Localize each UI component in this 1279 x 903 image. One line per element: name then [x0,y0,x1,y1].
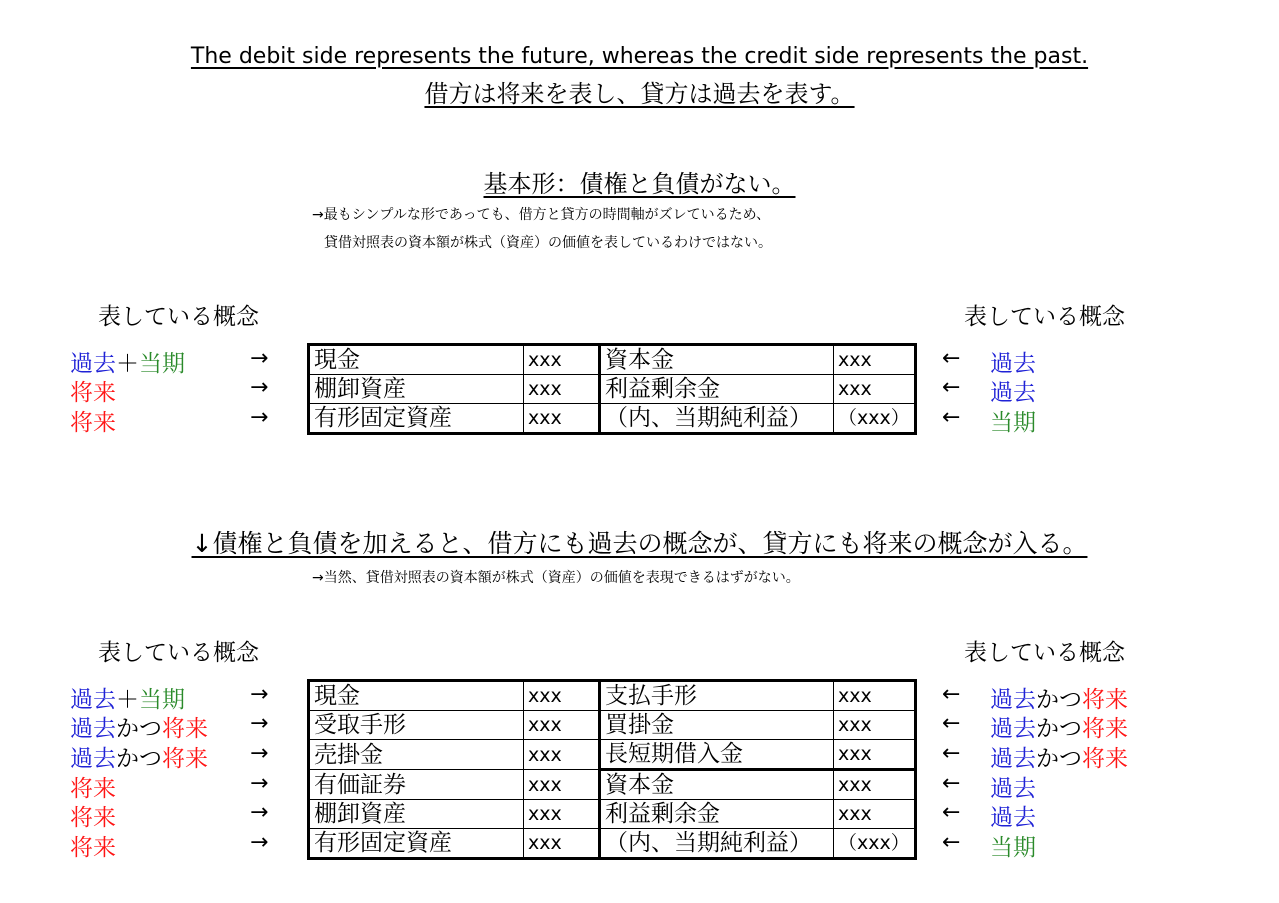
credit-item: 利益剰余金 [600,375,834,404]
s2-arrow-left-3: ← [942,741,961,766]
s1-arrow-right-2: → [250,375,269,400]
credit-item: 利益剰余金 [600,800,834,829]
debit-item: 有価証券 [309,770,524,800]
section2-heading: ↓債権と負債を加えると、借方にも過去の概念が、貸方にも将来の概念が入る。 [191,529,1088,558]
s2-arrow-right-4: → [250,771,269,796]
credit-item: 支払手形 [600,681,834,711]
s2-left-concept-3: 過去かつ将来 [70,746,208,772]
table-row [309,800,916,829]
credit-amount: xxx [834,711,916,740]
section1-balance-sheet [307,343,917,435]
s1-right-concept-1: 過去 [990,351,1036,377]
table-row [309,681,916,711]
credit-amount: xxx [834,740,916,770]
s2-arrow-left-4: ← [942,771,961,796]
debit-amount: xxx [524,829,600,859]
debit-item: 売掛金 [309,740,524,770]
debit-amount: xxx [524,345,600,375]
section1-note-2: 貸借対照表の資本額が株式（資産）の価値を表しているわけではない。 [324,235,772,251]
debit-amount: xxx [524,770,600,800]
s2-right-concept-4: 過去 [990,776,1036,802]
debit-item: 現金 [309,681,524,711]
section1-note-1: →最もシンプルな形であっても、借方と貸方の時間軸がズレているため、 [312,207,771,223]
credit-item: 買掛金 [600,711,834,740]
s2-arrow-right-5: → [250,800,269,825]
s2-left-concept-5: 将来 [70,805,116,831]
s1-left-concept-1: 過去＋当期 [70,351,185,377]
s1-right-concept-3: 当期 [990,410,1036,436]
s2-right-concept-5: 過去 [990,805,1036,831]
s2-left-concept-4: 将来 [70,776,116,802]
s2-arrow-left-5: ← [942,800,961,825]
table-row [309,740,916,770]
credit-item: 資本金 [600,345,834,375]
debit-item: 有形固定資産 [309,404,524,434]
section1-heading: 基本形：債権と負債がない。 [483,170,796,198]
s2-left-concept-2: 過去かつ将来 [70,716,208,742]
table-row [309,345,916,375]
s1-arrow-right-1: → [250,346,269,371]
credit-amount: xxx [834,375,916,404]
credit-item: （内、当期純利益） [600,829,834,859]
debit-amount: xxx [524,404,600,434]
section2-note-1: →当然、貸借対照表の資本額が株式（資産）の価値を表現できるはずがない。 [312,570,800,586]
credit-amount: （xxx） [834,829,916,859]
credit-amount: xxx [834,345,916,375]
debit-item: 棚卸資産 [309,800,524,829]
s2-arrow-right-1: → [250,682,269,707]
credit-amount: （xxx） [834,404,916,434]
debit-amount: xxx [524,681,600,711]
credit-amount: xxx [834,800,916,829]
section1-left-label: 表している概念 [98,304,259,330]
debit-amount: xxx [524,800,600,829]
s2-left-concept-1: 過去＋当期 [70,687,185,713]
table-row [309,770,916,800]
s2-arrow-left-1: ← [942,682,961,707]
s2-arrow-left-6: ← [942,830,961,855]
section2-left-label: 表している概念 [98,640,259,666]
table-row [309,375,916,404]
table-row [309,829,916,859]
debit-amount: xxx [524,711,600,740]
s2-right-concept-1: 過去かつ将来 [990,687,1128,713]
table-row [309,711,916,740]
s2-arrow-right-6: → [250,830,269,855]
s1-right-concept-2: 過去 [990,380,1036,406]
s2-left-concept-6: 将来 [70,835,116,861]
section2-balance-sheet [307,679,917,860]
s1-left-concept-2: 将来 [70,380,116,406]
s1-arrow-left-3: ← [942,405,961,430]
credit-amount: xxx [834,770,916,800]
title-japanese: 借方は将来を表し、貸方は過去を表す。 [424,80,855,108]
debit-item: 棚卸資産 [309,375,524,404]
credit-item: 資本金 [600,770,834,800]
debit-amount: xxx [524,375,600,404]
credit-item: （内、当期純利益） [600,404,834,434]
s2-arrow-right-2: → [250,711,269,736]
debit-item: 受取手形 [309,711,524,740]
debit-amount: xxx [524,740,600,770]
table-row [309,404,916,434]
title-english: The debit side represents the future, whereas the credit side represents the past. [190,44,1089,69]
debit-item: 有形固定資産 [309,829,524,859]
s1-arrow-left-1: ← [942,346,961,371]
credit-item: 長短期借入金 [600,740,834,770]
s1-arrow-right-3: → [250,405,269,430]
s2-right-concept-2: 過去かつ将来 [990,716,1128,742]
s1-arrow-left-2: ← [942,375,961,400]
debit-item: 現金 [309,345,524,375]
s1-left-concept-3: 将来 [70,410,116,436]
section2-right-label: 表している概念 [964,640,1125,666]
s2-right-concept-3: 過去かつ将来 [990,746,1128,772]
s2-arrow-right-3: → [250,741,269,766]
s2-right-concept-6: 当期 [990,835,1036,861]
credit-amount: xxx [834,681,916,711]
section1-right-label: 表している概念 [964,304,1125,330]
s2-arrow-left-2: ← [942,711,961,736]
